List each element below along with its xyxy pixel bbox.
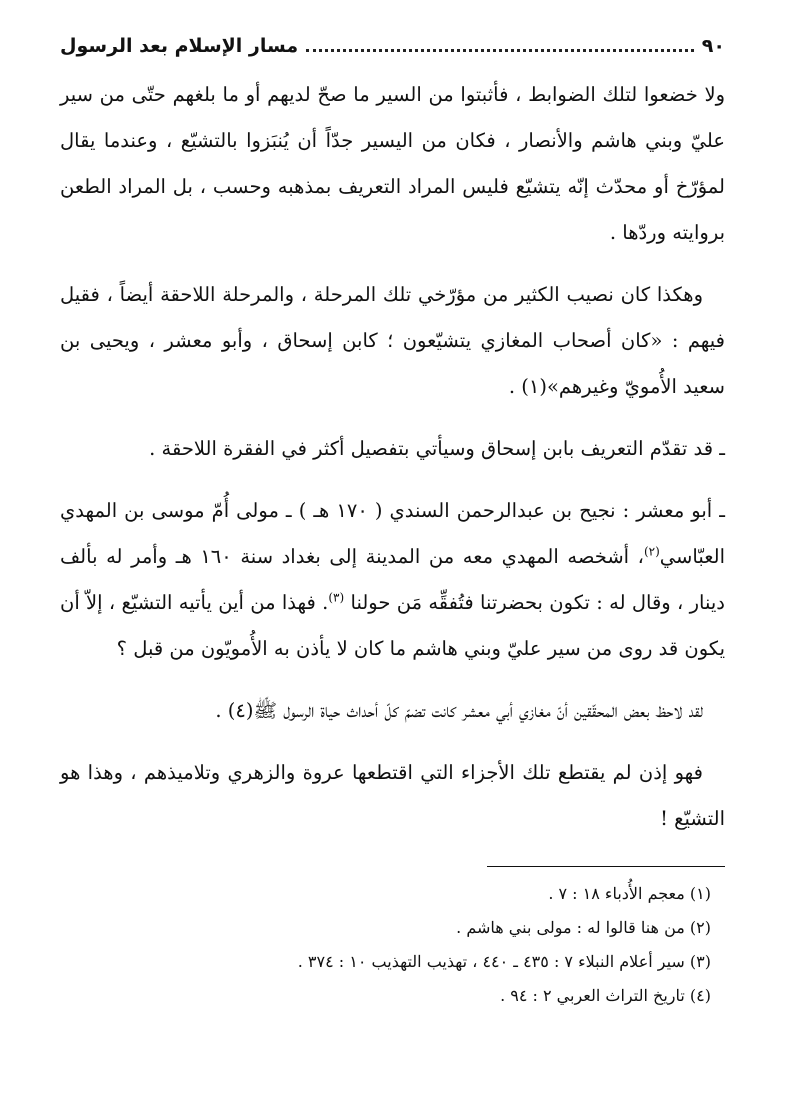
paragraph-4-tail: . فهذا من أين يأتيه التشيّع ، إلاّ أن يكون قد روى من سير عليّ وبني هاشم ما كان لا يأذن به الأُمويّون من قبل ؟ — [60, 591, 725, 660]
footnote-ref-4: (٤) . — [215, 699, 254, 722]
header-leader-dots — [306, 49, 694, 52]
footnote-item: (٣) سير أعلام النبلاء ٧ : ٤٣٥ ـ ٤٤٠ ، تهذيب التهذيب ١٠ : ٣٧٤ . — [297, 952, 711, 971]
paragraph-1 — [60, 72, 725, 256]
main-text — [60, 72, 725, 842]
paragraph-2-text: وهكذا كان نصيب الكثير من مؤرّخي تلك المرحلة ، والمرحلة اللاحقة أيضاً ، فقيل فيهم : «كان أصحاب المغازي يتشيّعون ؛ كابن إسحاق ، وأبو معشر ، ويحيى بن سعيد الأُمويّ وغيرهم» — [60, 283, 725, 398]
footnote-ref-2: (٢) — [643, 544, 660, 559]
paragraph-4 — [60, 488, 725, 672]
paragraph-1-text: ولا خضعوا لتلك الضوابط ، فأثبتوا من السير ما صحّ لديهم أو ما بلغهم حتّى من سير عليّ وبني هاشم والأنصار ، فكان من اليسير جدّاً أن يُنبَزوا بالتشيّع ، وعندما يقال لمؤرّخ أو محدّث إنّه يتشيّع فليس المراد التعريف بمذهبه وحسب ، بل المراد الطعن بروايته وردّها . — [60, 83, 725, 244]
paragraph-6-text: فهو إذن لم يقتطع تلك الأجزاء التي اقتطعها عروة والزهري وتلاميذهم ، وهذا هو التشيّع ! — [60, 761, 725, 830]
footnote-item: (٢) من هنا قالوا له : مولى بني هاشم . — [456, 918, 711, 937]
footnote-item: (٤) تاريخ التراث العربي ٢ : ٩٤ . — [500, 986, 711, 1005]
paragraph-3 — [60, 426, 725, 472]
running-header — [60, 26, 725, 60]
paragraph-4-text: ـ أبو معشر : نجيح بن عبدالرحمن السندي ( ١٧٠ هـ ) ـ مولى أُمّ موسى بن المهدي العبّاسي — [60, 499, 725, 568]
paragraph-6 — [60, 750, 725, 842]
paragraph-5 — [60, 688, 725, 734]
footnotes — [60, 877, 725, 1013]
paragraph-2 — [60, 272, 725, 410]
footnote-separator — [487, 866, 725, 867]
paragraph-5-text: لقد لاحظ بعض المحقّقين أنّ مغازي أبي معشر كانت تضمّ كلّ أحداث حياة الرسول ﷺ — [253, 699, 703, 722]
paragraph-4-middle: ، أشخصه المهدي معه من المدينة إلى بغداد سنة ١٦٠ هـ وأمر له بألف دينار ، وقال له : تكون بحضرتنا فتُفقِّه مَن حولنا — [60, 545, 725, 614]
running-title: مسار الإسلام بعد الرسول — [60, 35, 299, 57]
page-number: ٩٠ — [701, 35, 725, 57]
footnote-item: (١) معجم الأُدباء ١٨ : ٧ . — [548, 884, 711, 903]
footnote-ref-3: (٣) — [328, 590, 345, 605]
footnote-ref-1: (١) . — [508, 375, 547, 398]
paragraph-3-text: ـ قد تقدّم التعريف بابن إسحاق وسيأتي بتفصيل أكثر في الفقرة اللاحقة . — [149, 437, 725, 460]
